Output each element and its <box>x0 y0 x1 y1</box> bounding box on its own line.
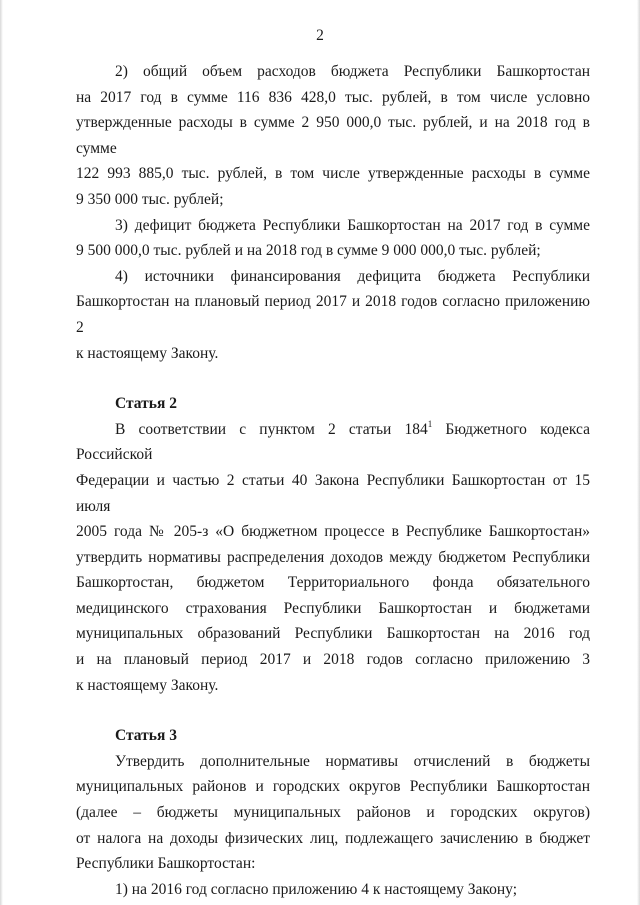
article-3-item-1 <box>76 877 590 903</box>
text-line: 9 500 000,0 тыс. рублей и на 2018 год в сумме 9 000 000,0 тыс. рублей; <box>76 242 541 260</box>
text-line: 2005 года № 205-з «О бюджетном процессе в Республике Башкортостан» <box>76 523 590 541</box>
text-line: 1) на 2016 год согласно приложению 4 к настоящему Закону; <box>115 880 518 898</box>
superscript: 1 <box>427 418 433 429</box>
section-gap <box>76 366 590 391</box>
article-2-body <box>76 417 590 699</box>
document-body <box>76 59 590 902</box>
text-line: и на плановый период 2017 и 2018 годов согласно приложению 3 <box>76 651 590 669</box>
text-line: 2) общий объем расходов бюджета Республики Башкортостан <box>115 63 590 80</box>
article-2-heading: Статья 2 <box>115 395 177 413</box>
text-line: Утвердить дополнительные нормативы отчислений в бюджеты <box>115 752 590 770</box>
text-line: муниципальных районов и городских округов Республики Башкортостан <box>76 778 590 796</box>
paragraph-total-expenses <box>76 59 590 213</box>
text-line: (далее – бюджеты муниципальных районов и городских округов) <box>76 804 590 822</box>
article-3-body <box>76 749 590 877</box>
text-line: утвердить нормативы распределения доходов между бюджетом Республики <box>76 548 590 566</box>
text-line: к настоящему Закону. <box>76 676 219 694</box>
text-line: муниципальных образований Республики Башкортостан на 2016 год <box>76 625 590 643</box>
text-fragment: Бюджетного кодекса Российской <box>76 420 590 464</box>
text-line: 3) дефицит бюджета Республики Башкортостан на 2017 год в сумме <box>115 216 590 234</box>
paragraph-deficit-sources <box>76 264 590 366</box>
scan-edge-left <box>0 0 3 905</box>
page-number: 2 <box>316 27 324 44</box>
text-line: 4) источники финансирования дефицита бюджета Республики <box>115 267 590 285</box>
text-line: 122 993 885,0 тыс. рублей, в том числе утвержденные расходы в сумме <box>76 165 590 183</box>
text-line: Башкортостан на плановый период 2017 и 2018 годов согласно приложению 2 <box>76 293 590 336</box>
text-line: 9 350 000 тыс. рублей; <box>76 190 224 208</box>
paragraph-deficit <box>76 213 590 264</box>
text-line: Федерации и частью 2 статьи 40 Закона Республики Башкортостан от 15 июля <box>76 471 590 515</box>
text-line: от налога на доходы физических лиц, подлежащего зачислению в бюджет <box>76 829 590 847</box>
text-line: Республики Башкортостан: <box>76 855 256 873</box>
text-fragment: В соответствии с пунктом 2 статьи 184 <box>115 420 428 438</box>
text-line: к настоящему Закону. <box>76 344 219 362</box>
text-line: Башкортостан, бюджетом Территориального фонда обязательного <box>76 574 590 592</box>
section-gap <box>76 698 590 723</box>
text-line: медицинского страхования Республики Башкортостан и бюджетами <box>76 599 590 617</box>
text-line: на 2017 год в сумме 116 836 428,0 тыс. рублей, в том числе условно <box>76 88 590 106</box>
text-line: утвержденные расходы в сумме 2 950 000,0 тыс. рублей, и на 2018 год в сумме <box>76 114 590 157</box>
article-3-heading: Статья 3 <box>115 727 177 745</box>
text-line-with-superscript <box>76 417 590 468</box>
